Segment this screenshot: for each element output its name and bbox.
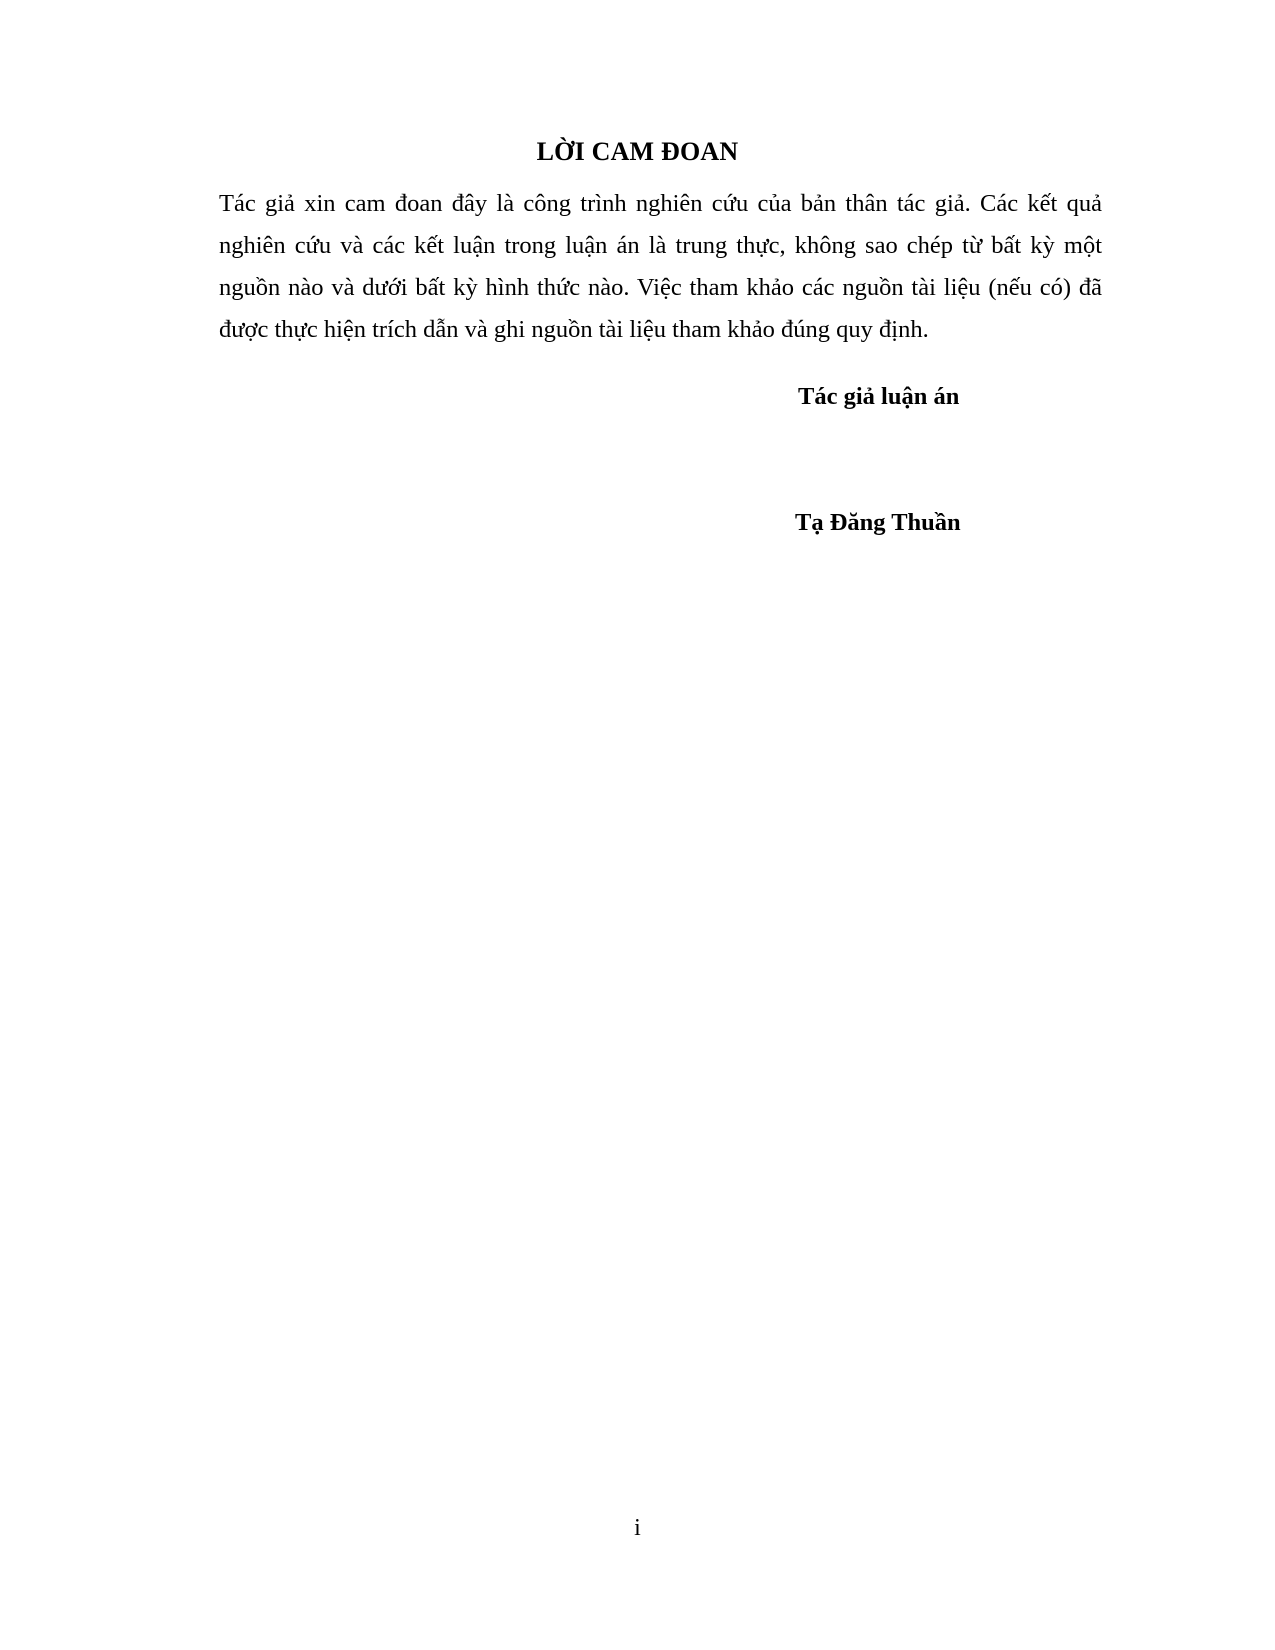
page-number: i xyxy=(634,1515,641,1541)
paragraph-line-3: nguồn nào và dưới bất kỳ hình thức nào. Việc tham khảo các nguồn tài liệu (nếu có) đã xyxy=(219,274,1102,301)
signature-label: Tác giả luận án xyxy=(798,383,960,410)
author-name: Tạ Đăng Thuần xyxy=(795,509,961,536)
declaration-paragraph xyxy=(219,183,1102,351)
paragraph-line-1: Tác giả xin cam đoan đây là công trình nghiên cứu của bản thân tác giả. Các kết quả xyxy=(219,190,1102,217)
paragraph-line-2: nghiên cứu và các kết luận trong luận án là trung thực, không sao chép từ bất kỳ một xyxy=(219,232,1102,259)
page-title: LỜI CAM ĐOAN xyxy=(536,137,739,166)
paragraph-line-4: được thực hiện trích dẫn và ghi nguồn tài liệu tham khảo đúng quy định. xyxy=(219,316,929,343)
